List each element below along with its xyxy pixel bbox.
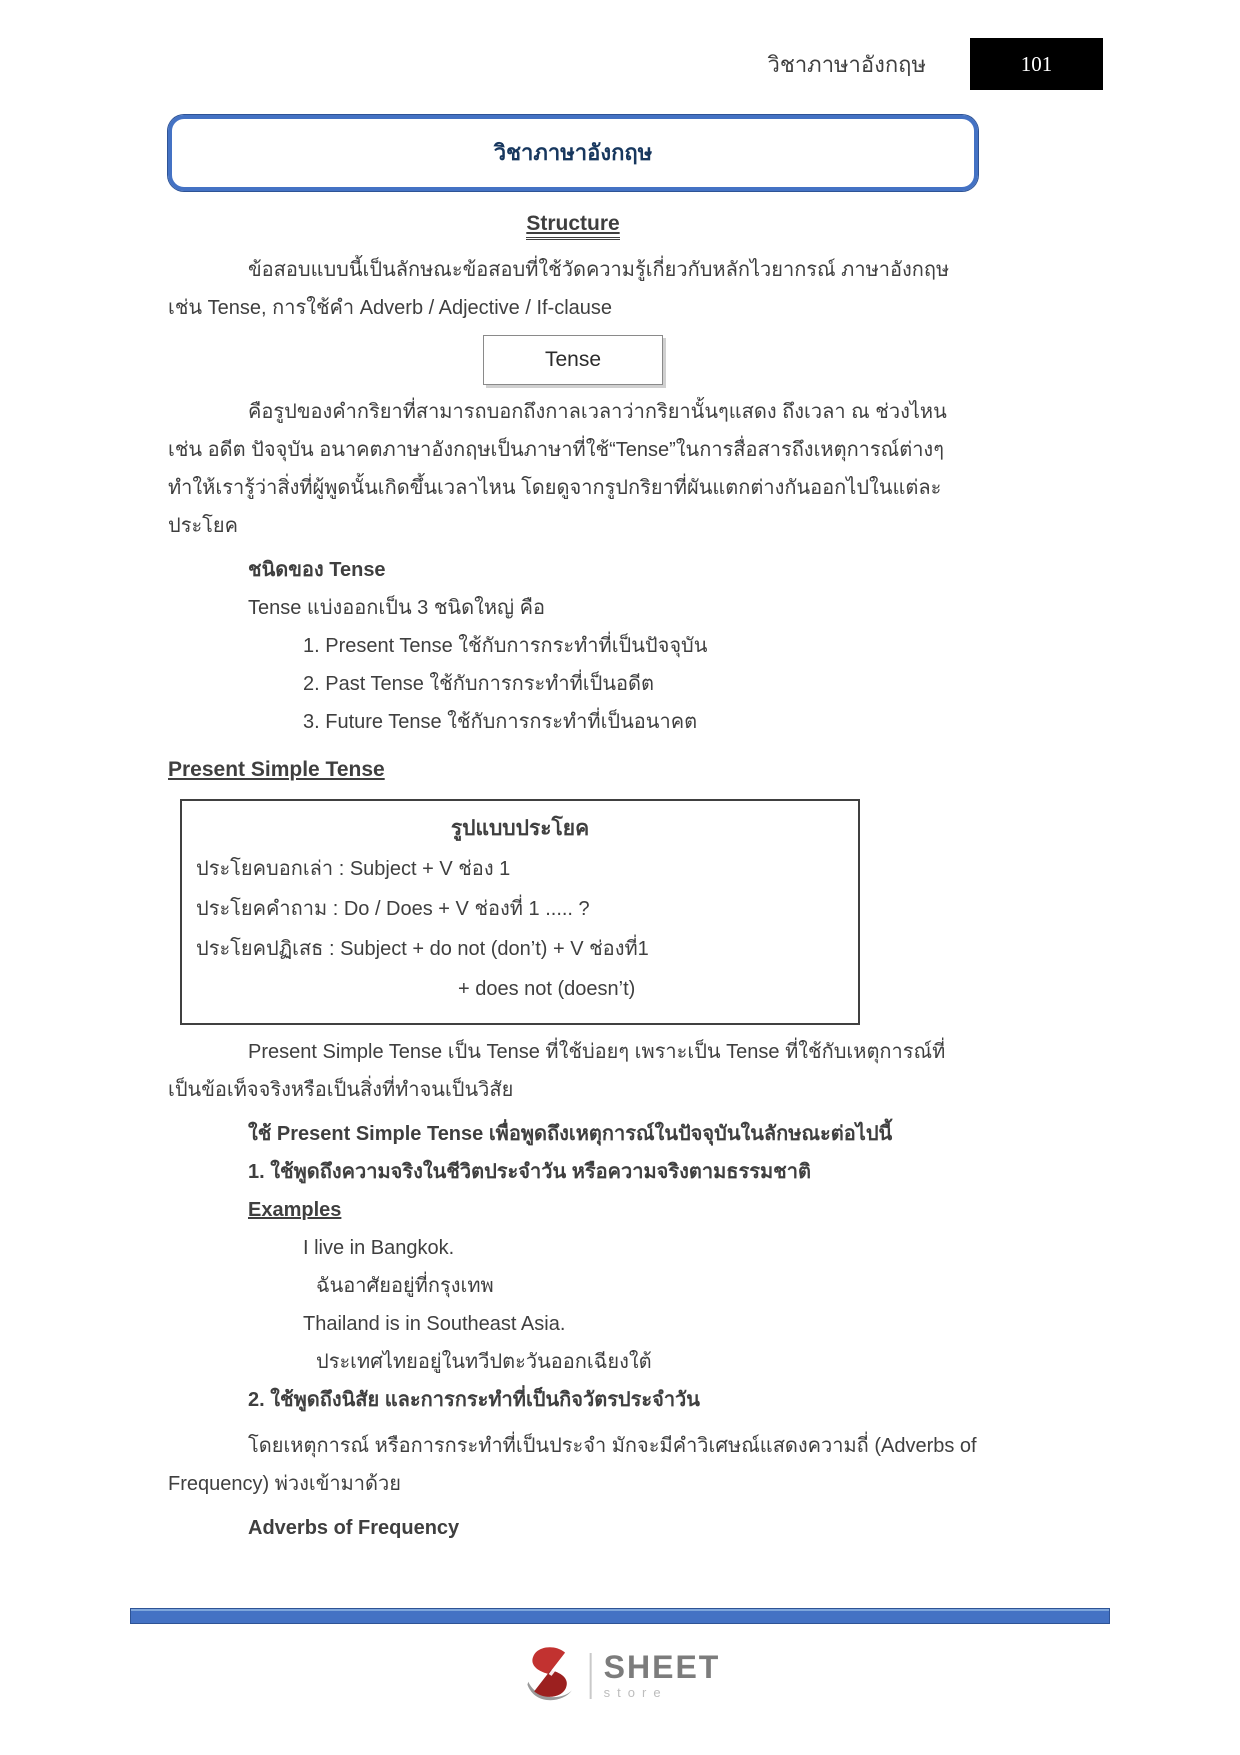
usage2-heading: 2. ใช้พูดถึงนิสัย และการกระทำที่เป็นกิจวัตรประจำวัน (248, 1389, 700, 1411)
pattern-box-title: รูปแบบประโยค (450, 817, 590, 840)
sentence-pattern-box (180, 799, 860, 1025)
pattern-negative: ประโยคปฏิเสธ : Subject + do not (don’t) + V ช่องที่1 (196, 938, 649, 960)
present-simple-description: Present Simple Tense เป็น Tense ที่ใช้บ่อยๆ เพราะเป็น Tense ที่ใช้กับเหตุการณ์ที่เป็นข้อเท็จจริงหรือเป็นสิ่งที่ทำจนเป็นวิสัย (168, 1041, 946, 1101)
structure-paragraph: ข้อสอบแบบนี้เป็นลักษณะข้อสอบที่ใช้วัดความรู้เกี่ยวกับหลักไวยากรณ์ ภาษาอังกฤษ เช่น Tense, การใช้คำ Adverb / Adjective / If-clause (168, 259, 950, 319)
tense-label-box (483, 335, 663, 385)
tense-label: Tense (544, 348, 602, 371)
subject-title: วิชาภาษาอังกฤษ (493, 140, 653, 165)
subject-title-box (168, 115, 978, 191)
sheet-store-logo-icon (520, 1642, 578, 1709)
page-number-box (970, 38, 1103, 90)
sheet-store-logo (520, 1642, 721, 1709)
pattern-question: ประโยคคำถาม : Do / Does + V ช่องที่ 1 ..... ? (196, 898, 590, 920)
example-english: I live in Bangkok. (303, 1237, 455, 1259)
logo-text-block (603, 1648, 721, 1701)
usage1-heading: 1. ใช้พูดถึงความจริงในชีวิตประจำวัน หรือความจริงตามธรรมชาติ (248, 1161, 811, 1183)
page-number: 101 (1020, 51, 1053, 76)
header-subject-label: วิชาภาษาอังกฤษ (767, 51, 926, 77)
adverbs-heading: Adverbs of Frequency (248, 1517, 460, 1539)
tense-type-item: 2. Past Tense ใช้กับการกระทำที่เป็นอดีต (303, 673, 654, 695)
present-simple-heading: Present Simple Tense (168, 758, 385, 781)
example-english: Thailand is in Southeast Asia. (303, 1313, 566, 1335)
structure-heading: Structure (168, 205, 978, 243)
main-content (168, 0, 978, 1547)
examples-heading: Examples (248, 1199, 342, 1221)
logo-text: SHEET (603, 1648, 721, 1685)
tense-types-intro: Tense แบ่งออกเป็น 3 ชนิดใหญ่ คือ (248, 597, 546, 619)
footer-accent-bar (130, 1608, 1110, 1624)
example-thai: ฉันอาศัยอยู่ที่กรุงเทพ (316, 1275, 494, 1297)
tense-types-heading: ชนิดของ Tense (248, 559, 386, 581)
tense-type-item: 1. Present Tense ใช้กับการกระทำที่เป็นปัจจุบัน (303, 635, 708, 657)
example-thai: ประเทศไทยอยู่ในทวีปตะวันออกเฉียงใต้ (316, 1351, 652, 1373)
pattern-negative-continued: + does not (doesn’t) (458, 978, 636, 1000)
usage-heading: ใช้ Present Simple Tense เพื่อพูดถึงเหตุการณ์ในปัจจุบันในลักษณะต่อไปนี้ (248, 1123, 893, 1145)
tense-definition-paragraph: คือรูปของคำกริยาที่สามารถบอกถึงกาลเวลาว่ากริยานั้นๆแสดง ถึงเวลา ณ ช่วงไหน เช่น อดีต ปัจจุบัน อนาคตภาษาอังกฤษเป็นภาษาที่ใช้“Tense”ในการสื่อสารถึงเหตุการณ์ต่างๆ ทำให้เรารู้ว่าสิ่งที่ผู้พูดนั้นเกิดขึ้นเวลาไหน โดยดูจากรูปกริยาที่ผันแตกต่างกันออกไปในแต่ละประโยค (168, 401, 947, 537)
logo-divider (590, 1653, 592, 1699)
logo-subtext: store (603, 1684, 668, 1700)
usage2-paragraph: โดยเหตุการณ์ หรือการกระทำที่เป็นประจำ มักจะมีคำวิเศษณ์แสดงความถี่ (Adverbs of Frequency) พ่วงเข้ามาด้วย (168, 1435, 977, 1495)
pattern-affirmative: ประโยคบอกเล่า : Subject + V ช่อง 1 (196, 858, 511, 880)
tense-type-item: 3. Future Tense ใช้กับการกระทำที่เป็นอนาคต (303, 711, 698, 733)
